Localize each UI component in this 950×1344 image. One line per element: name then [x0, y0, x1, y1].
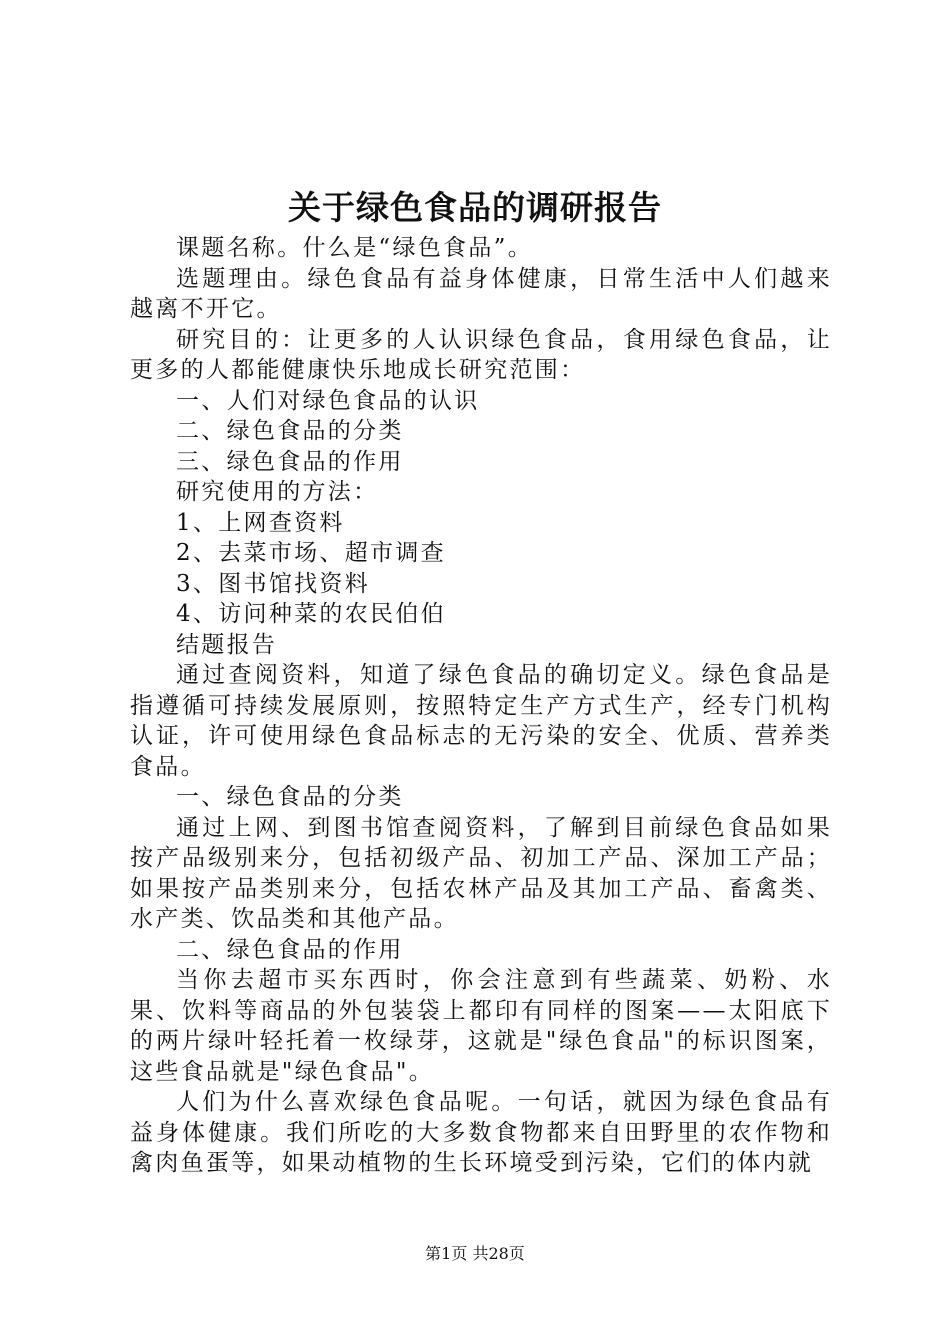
scope-item-1: 一、人们对绿色食品的认识 [176, 387, 480, 414]
paragraph-why-green-food: 人们为什么喜欢绿色食品呢。一句话，就因为绿色食品有益身体健康。我们所吃的大多数食物都来自田野里的农作物和禽肉鱼蛋等，如果动植物的生长环境受到污染，它们的体内就 [130, 1089, 832, 1176]
paragraph-definition: 通过查阅资料，知道了绿色食品的确切定义。绿色食品是指遵循可持续发展原则，按照特定生产方式生产，经专门机构认证，许可使用绿色食品标志的无污染的安全、优质、营养类食品。 [130, 662, 832, 780]
method-item-2: 2、去菜市场、超市调查 [176, 540, 446, 566]
document-title: 关于绿色食品的调研报告 [288, 188, 662, 227]
document-body [130, 233, 832, 1179]
method-item-1: 1、上网查资料 [176, 509, 345, 536]
methods-heading: 研究使用的方法： [176, 479, 379, 505]
conclusion-heading: 结题报告 [176, 631, 278, 658]
method-item-4: 4、访问种菜的农民伯伯 [176, 601, 446, 627]
scope-item-3: 三、绿色食品的作用 [176, 448, 404, 475]
paragraph-research-purpose: 研究目的：让更多的人认识绿色食品，食用绿色食品，让更多的人都能健康快乐地成长研究范围： [130, 326, 832, 383]
paragraph-label-pattern: 当你去超市买东西时，你会注意到有些蔬菜、奶粉、水果、饮料等商品的外包装袋上都印有同样的图案——太阳底下的两片绿叶轻托着一枚绿芽，这就是"绿色食品"的标识图案，这些食品就是"绿色食品"。 [130, 967, 832, 1085]
page-footer: 第1页 共28页 [425, 1244, 525, 1263]
paragraph-topic-name: 课题名称。什么是“绿色食品”。 [176, 235, 534, 261]
section-heading-classification: 一、绿色食品的分类 [176, 784, 404, 810]
scope-item-2: 二、绿色食品的分类 [176, 418, 404, 444]
section-heading-function: 二、绿色食品的作用 [176, 936, 404, 963]
paragraph-topic-reason: 选题理由。绿色食品有益身体健康，日常生活中人们越来越离不开它。 [130, 265, 832, 322]
paragraph-classification: 通过上网、到图书馆查阅资料，了解到目前绿色食品如果按产品级别来分，包括初级产品、初加工产品、深加工产品；如果按产品类别来分，包括农林产品及其加工产品、畜禽类、水产类、饮品类和其他产品。 [130, 814, 832, 932]
method-item-3: 3、图书馆找资料 [176, 570, 371, 597]
